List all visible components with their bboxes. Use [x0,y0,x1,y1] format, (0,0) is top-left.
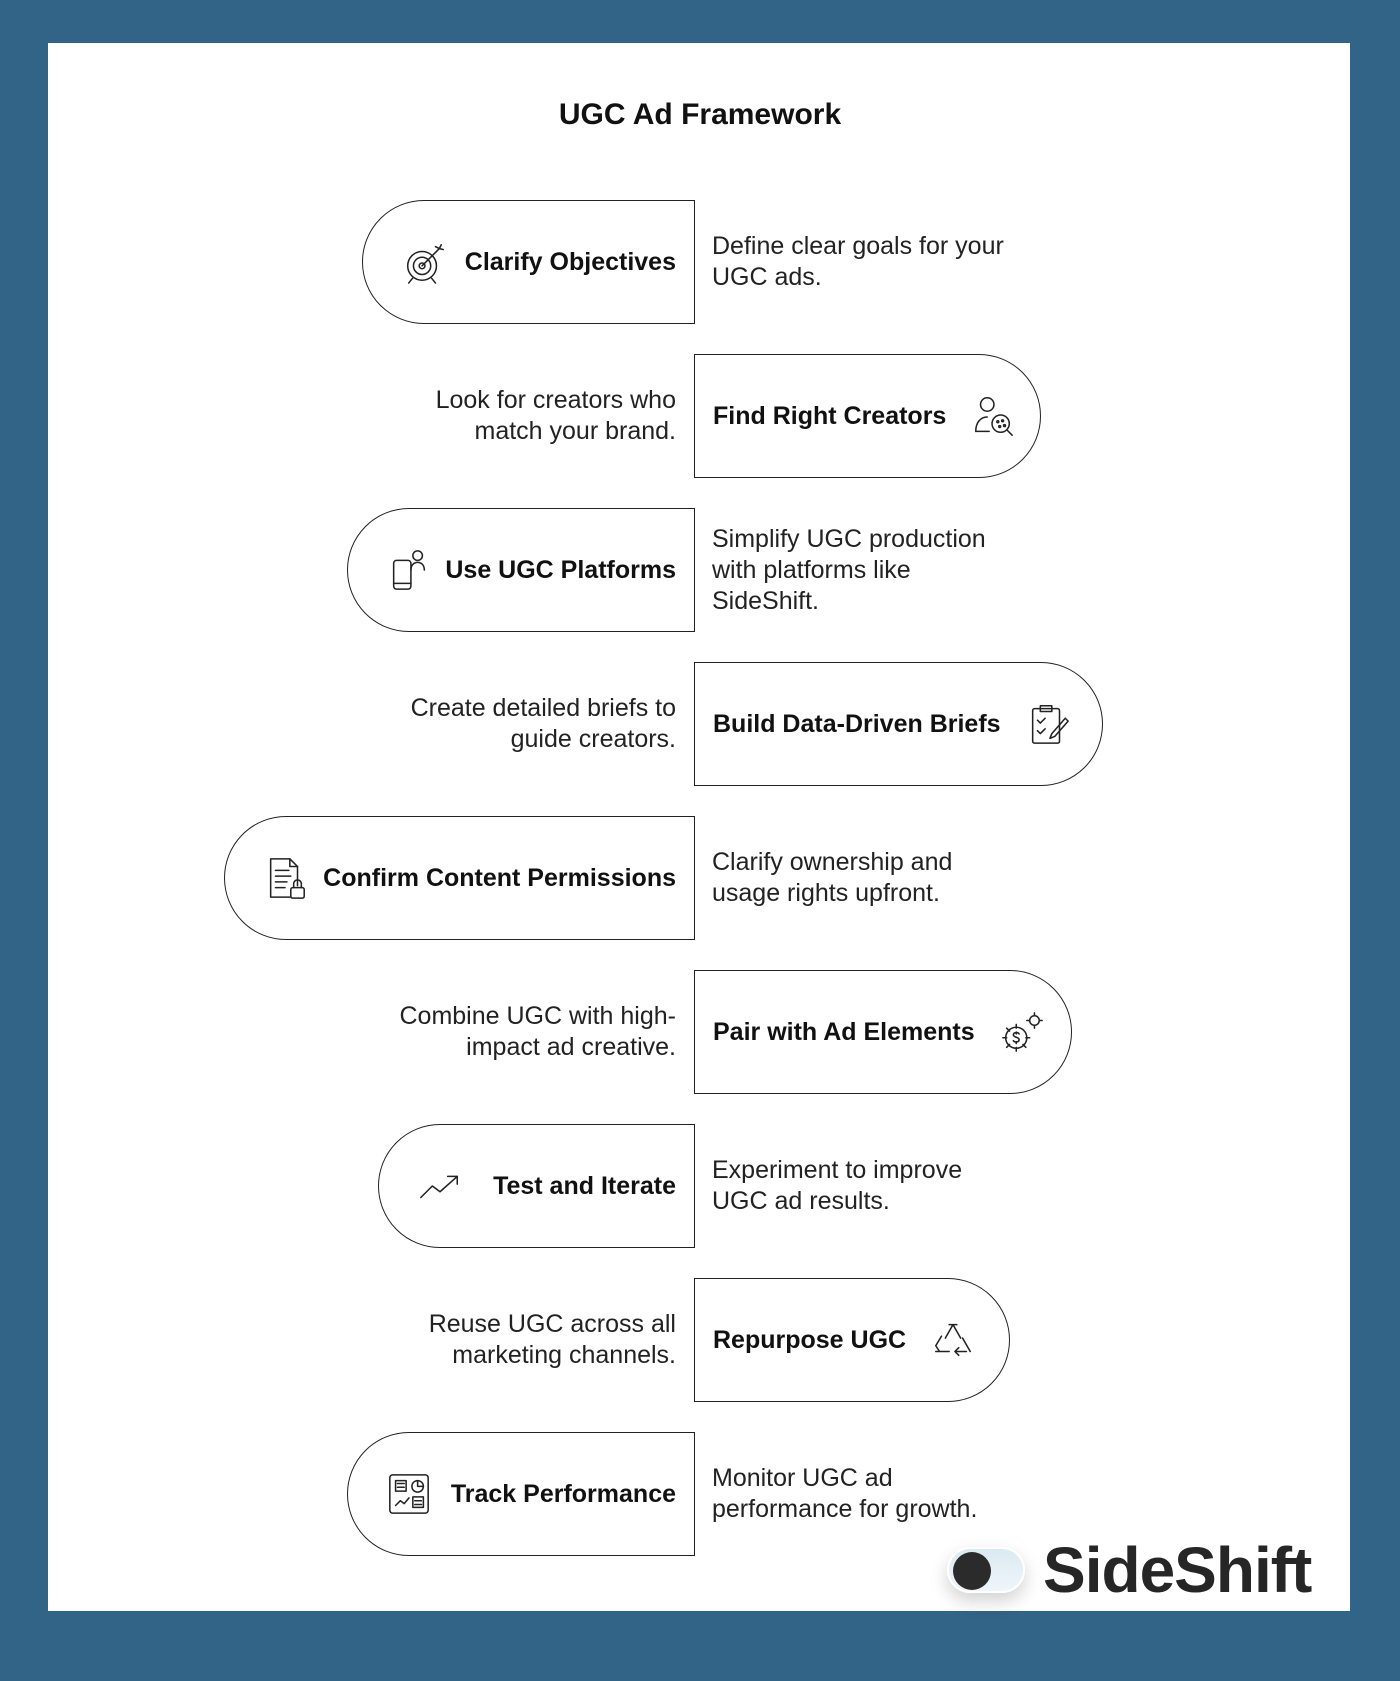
step-5-description [712,816,1012,940]
step-description: Reuse UGC across all marketing channels. [428,1310,676,1369]
step-description: Monitor UGC ad performance for growth. [712,1464,978,1523]
dashboard-icon [384,1469,434,1519]
step-8-card [694,1278,1010,1402]
phone-user-icon [384,545,434,595]
target-arrow-icon [399,237,449,287]
step-description: Simplify UGC production with platforms like SideShift. [712,524,986,615]
recycle-icon [928,1315,978,1365]
step-label: Confirm Content Permissions [323,863,676,892]
clipboard-pen-icon [1023,699,1073,749]
step-label: Pair with Ad Elements [713,1017,975,1046]
page-title: UGC Ad Framework [558,98,842,131]
trend-up-icon [415,1161,465,1211]
step-description: Define clear goals for your UGC ads. [712,232,1004,291]
step-2-card [694,354,1041,478]
step-label: Build Data-Driven Briefs [713,709,1001,738]
step-label: Clarify Objectives [464,247,676,276]
step-label: Use UGC Platforms [445,555,676,584]
step-1-card [362,200,695,324]
step-5-card [224,816,695,940]
step-description: Create detailed briefs to guide creators. [410,694,676,753]
step-2-description [376,354,676,478]
step-7-card [378,1124,695,1248]
step-description: Combine UGC with high-impact ad creative. [399,1002,676,1061]
step-label: Track Performance [450,1479,676,1508]
document-lock-icon [261,853,311,903]
step-8-description [376,1278,676,1402]
step-label: Test and Iterate [493,1171,676,1200]
step-7-description [712,1124,1012,1248]
step-description: Look for creators who match your brand. [435,386,676,445]
step-9-card [347,1432,695,1556]
step-description: Experiment to improve UGC ad results. [712,1156,963,1215]
brand-name: SideShift [1043,1534,1312,1606]
step-label: Find Right Creators [713,401,947,430]
step-1-description [712,200,1012,324]
gear-dollar-icon [997,1007,1047,1057]
step-4-card [694,662,1103,786]
step-4-description [376,662,676,786]
user-search-icon [968,391,1018,441]
step-6-card [694,970,1072,1094]
step-3-card [347,508,695,632]
step-6-description [376,970,676,1094]
sideshift-logo [947,1533,1311,1607]
toggle-icon [947,1547,1025,1593]
step-description: Clarify ownership and usage rights upfront. [712,848,953,907]
step-label: Repurpose UGC [713,1325,907,1354]
step-3-description [712,508,1012,632]
